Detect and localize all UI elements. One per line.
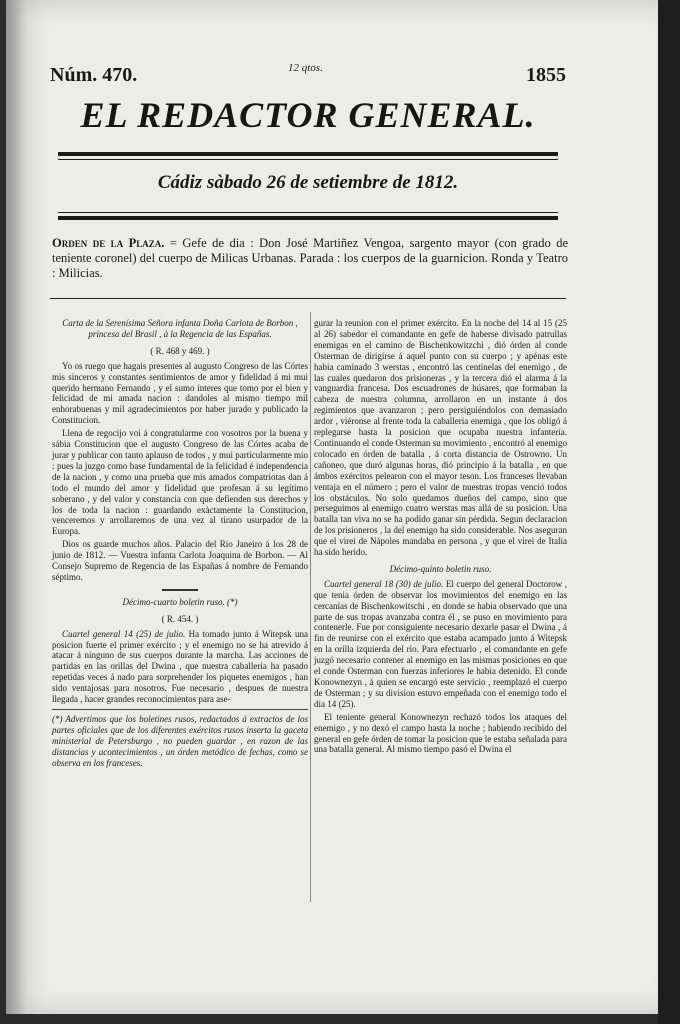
- header-line: [50, 64, 566, 88]
- masthead-title: EL REDACTOR GENERAL.: [80, 95, 536, 135]
- right-paragraph: [314, 579, 567, 710]
- right-column: [314, 318, 567, 757]
- left-paragraph: Dios os guarde muchos años. Palacio del Rio Janeiro á los 28 de junio de 1812. — Vuestra infanta Carlota Joaquina de Borbon. — Al Consejo Supremo de Regencia de las Españas á nombre de Fernando séptimo.: [52, 539, 308, 582]
- bulletin-14-title: Décimo-cuarto boletin ruso. (*): [122, 596, 238, 607]
- paragraph-text: Ha tomado junto á Witepsk una posicion fuerte el primer exército ; y el enemigo no se ha atrevido á atacar á ninguno de sus cuerpos durante la marcha. Las acciones de partidas en las orillas del Dwina , que nuestra caballeria ha pasado repetidas veces á nado para sorprehender los piquetes enemigos , han sido ventajosas para nosotros. Fue necesario , despues de nuestra llegada , hacer grandes reconocimientos para ase-: [52, 628, 309, 705]
- left-paragraph: Llena de regocijo voi á congratularme con vosotros por la buena y sábia Constitucion que el augusto Congreso de las Córtes acaba de jurar y publicar con tanto aplauso de todos , y mui particularmente mio : pues la juzgo como base fundamental de la felicidad é independencia de la nacion , y como una prueba que mis amados compatriotas dan á todo el mundo del amor y fidelidad que profesan á su legítimo soberano , y del valor y constancia con que defienden sus derechos y los de toda la nacion : guardando exàctamente la Constitucion, venceremos y arrollaremos de una vez al tirano usurpador de la Europa.: [52, 428, 308, 537]
- issue-number: Núm. 470.: [50, 64, 138, 86]
- orden-lead: Orden de la Plaza.: [52, 236, 165, 250]
- dateline-head: Cuartel general 18 (30) de julio.: [324, 578, 444, 589]
- newspaper-page: [6, 0, 660, 1014]
- bulletin-15-title: Décimo-quinto boletin ruso.: [389, 563, 492, 574]
- letter-title: Carta de la Serenísima Señora infanta Doña Carlota de Borbon , princesa del Brasil , à la Regencia de las Españas.: [62, 318, 298, 339]
- letter-ref: ( R. 468 y 469. ): [150, 345, 210, 356]
- scan-background-edge: [658, 0, 680, 1024]
- orden-text: = Gefe de dia : Don José Martiñez Vengoa, sargento mayor (con grado de teniente coronel) del cuerpo de Milicas Urbanas. Parada : los cuerpos de la guarnicion. Ronda y Teatro : Milicias.: [52, 236, 568, 280]
- left-paragraph: Yo os ruego que hagais presentes al augusto Congreso de las Córtes mis sinceros y constantes sentimientos de amor y fidelidad á mi mui querido hermano Fernando , y el sumo interes que tomo por el bien y felicidad de mi amada nacion : dandoles al mismo tiempo mil enhorabuenas y mil agradecimientos por haber jurado y publicado la Constitucion.: [52, 360, 308, 426]
- left-paragraph: [52, 629, 308, 705]
- small-divider: [162, 589, 198, 591]
- paragraph-text: El cuerpo del general Doctorow , que tenia órden de observar los movimientos del enemigo en las cercanías de Bischenkowitschi , en donde se habia observado que una parte de sus tropas avanzaba contra él , se puso en movimiento para contenerle. Fue por consiguiente necesario dexarle pasar el Dwina , á fin de reunirse con el exército que estaba acampado junto á Witepsk en la orilla izquierda del rio. Para efectuarlo , el comandante en gefe juzgó necesario contener al enemigo en las mismas posiciones en que el conde Osterman con fuerzas inferiores le habia detenido. El conde Konownezyn , á quien se encargó este servicio , reemplazó el cuerpo de Osterman ; y su division estuvo empeñada con el enemigo todo el dia 14 (25).: [314, 578, 568, 709]
- right-paragraph: El teniente general Konownezyn rechazó todos los ataques del enemigo , y no dexó el campo hasta la noche ; habiendo recibido del general en gefe órden de tomar la posicion que le estaba señalada para una batalla general. Al mismo tiempo pasó el Dwina el: [314, 711, 567, 755]
- footnote-divider: [52, 709, 308, 710]
- orden-de-la-plaza: [52, 236, 568, 281]
- price-note: 12 qtos.: [288, 62, 323, 74]
- page-number: 1855: [526, 64, 566, 86]
- footnote: (*) Advertimos que los boletines rusos, redactados á extractos de los partes oficiales que de los diferentes exércitos rusos inserta la gaceta ministerial de Petersburgo , no pueden guardar , en razon de las distancias y acontecimientos , un órden metódico de fechas, como se observa en los franceses.: [52, 714, 308, 768]
- section-divider: [50, 298, 566, 299]
- column-separator: [310, 312, 311, 902]
- rule-bottom-thick: [58, 216, 558, 220]
- dateline: Cádiz sàbado 26 de setiembre de 1812.: [157, 172, 459, 193]
- dateline-head: Cuartel general 14 (25) de julio.: [62, 628, 186, 639]
- spine-shadow: [6, 0, 26, 1014]
- rule-bottom-thin: [58, 212, 558, 213]
- left-column: [52, 318, 308, 771]
- rule-top-thin: [58, 159, 558, 160]
- bulletin-14-ref: ( R. 454. ): [161, 613, 199, 624]
- right-paragraph: gurar la reunion con el primer exército. En la noche del 14 al 15 (25 al 26) sabedor el comandante en gefe de haberse divisado patrullas enemigas en el camino de Bischenkowitzchi , dió órden al conde Osterman de dirigirse á aquel punto con su cuerpo ; y apénas este habia caminado 3 werstas , encontró las centinelas del enemigo , de las cuales quedaron dos prisioneras , y la tercera dió el alarma á la vanguardia francesa. Dos escuadrones de húsares, que formaban la cabeza de nuestra columna, arrollaron en un instante á dos regimientos que avanzaron ; pero persiguiéndolos con demasiado ardor , viéronse al frente toda la caballeria enemiga , que los obligó á replegarse hasta la posicion que ocupaba nuestra infantería. Continuando el conde Osterman su movimiento , encontró al enemigo colocado en órden de batalla , á corta distancia de Ostrowno. Un cañoneo, que duró algunas horas, dió principio á la batalla , en que ámbos exércitos pelearon con el mayor teson. Los franceses llevaban ventaja en el número ; pero el valor de nuestras tropas venció todos los obstáculos. No solo quedamos dueños del campo, sino que perseguimos al enemigo cuatro werstas mas allá de su posicion. Una batalla tan viva no se ha podido ganar sin pérdida. Segun declaracion de los prisioneros , la del enemigo ha sido considerable. Nos aseguran que el virei de Nápoles mandaba en persona , y que el virei de Italia ha sido herido.: [314, 318, 567, 558]
- rule-top-thick: [58, 152, 558, 156]
